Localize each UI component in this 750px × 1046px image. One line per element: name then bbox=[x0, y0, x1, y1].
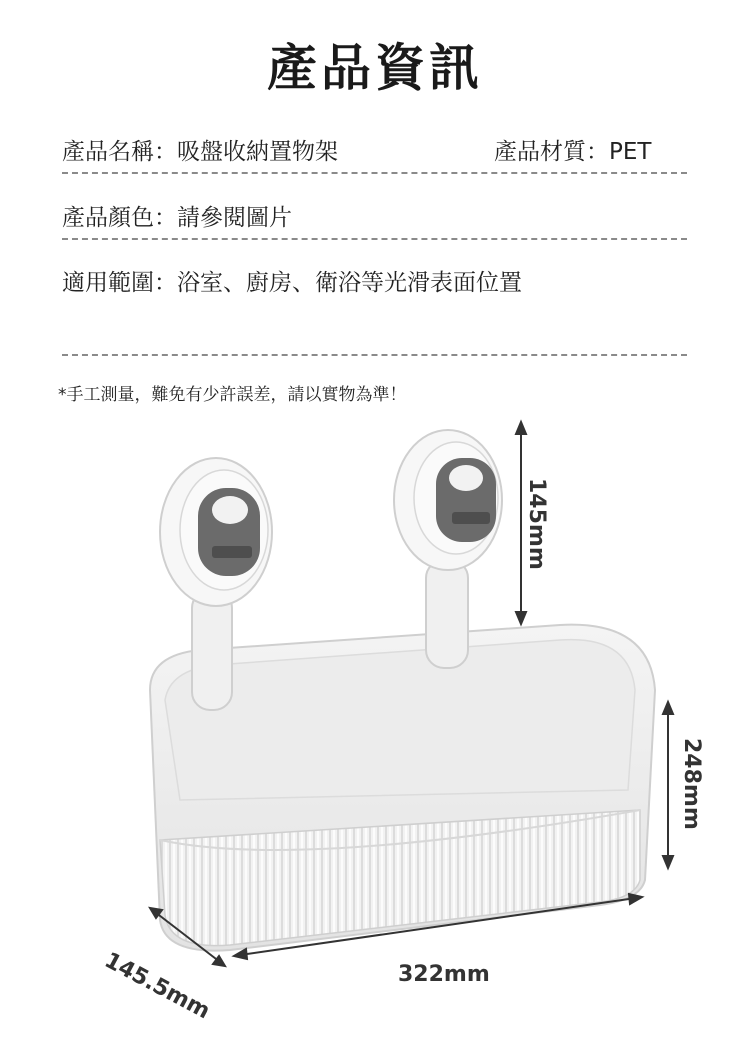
depth-label: 145.5mm bbox=[100, 948, 214, 1025]
width-label: 322mm bbox=[398, 962, 490, 987]
page-title: 產品資訊 bbox=[267, 39, 483, 97]
product-name: 產品名稱：吸盤收納置物架 bbox=[62, 139, 338, 165]
product-color: 產品顏色：請參閱圖片 bbox=[62, 205, 292, 231]
measurement-note: *手工測量，難免有少許誤差，請以實物為準！ bbox=[58, 385, 407, 405]
product-usage: 適用範圍：浴室、廚房、衛浴等光滑表面位置 bbox=[62, 270, 522, 296]
dimension-body-height bbox=[663, 702, 673, 868]
hook-height-label: 145mm bbox=[524, 478, 549, 570]
body-height-label: 248mm bbox=[679, 738, 704, 830]
product-material: 產品材質：PET bbox=[494, 139, 652, 165]
